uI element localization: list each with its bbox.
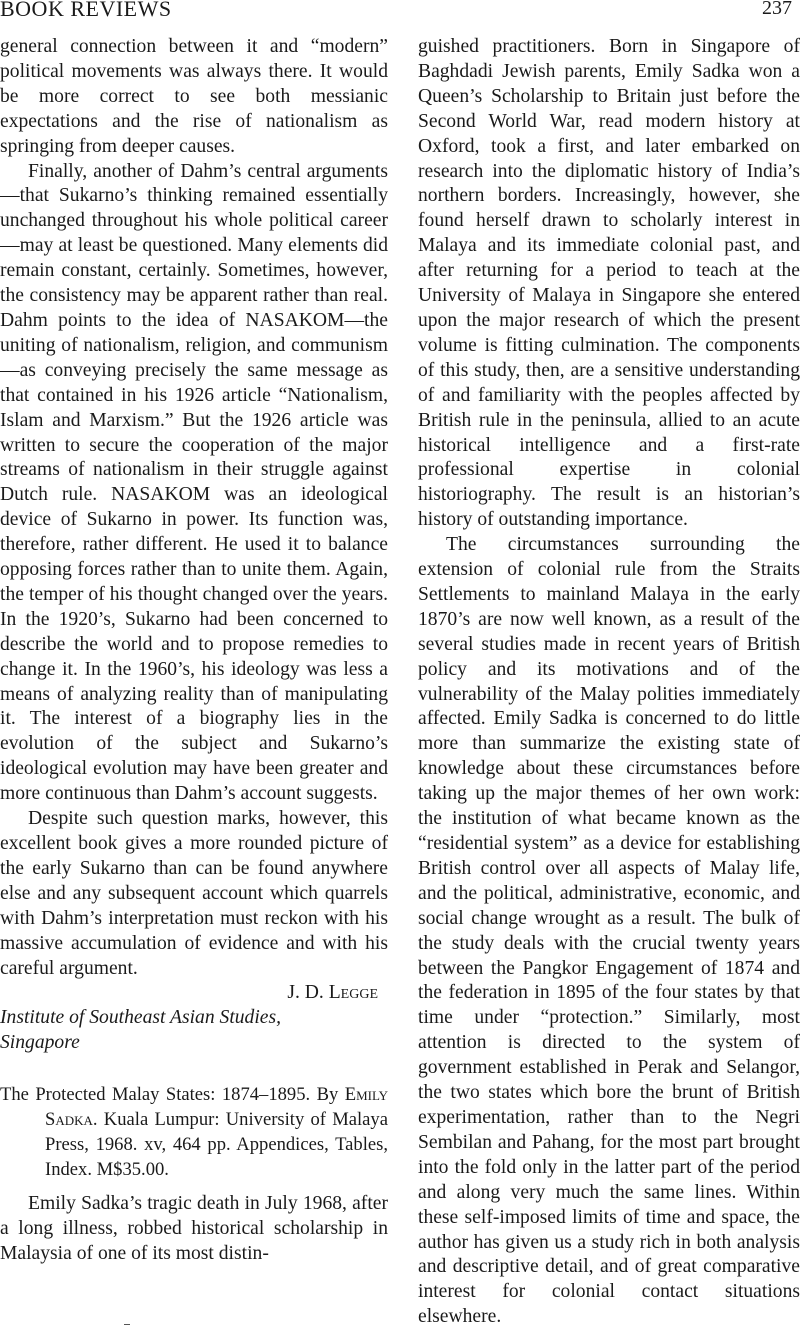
right-column (418, 35, 800, 1330)
paragraph: Emily Sadka’s tragic death in July 1968, after a long illness, robbed historical scholarship in Malaysia of one of its most distin- (0, 1192, 388, 1264)
reviewer-location: Singapore (0, 1032, 80, 1054)
book-details: . Kuala Lumpur: University of Malaya Press, 1968. xv, 464 pp. Appendices, Tables, Index. M$35.00. (45, 1109, 388, 1180)
book-citation (0, 1083, 388, 1183)
reviewer-affiliation: Institute of Southeast Asian Studies, (0, 1007, 282, 1029)
reviewer-signature (0, 981, 388, 1006)
print-mark (124, 1324, 130, 1325)
book-title: The Protected Malay States: 1874–1895. (0, 1084, 311, 1106)
left-column (0, 35, 388, 1267)
paragraph: guished practitioners. Born in Singapore of Baghdadi Jewish parents, Emily Sadka won a Queen’s Scholarship to Britain just before the Second World War, read modern history at Oxford, took a first, and later embarked on research into the diplomatic history of India’s northern borders. Increasingly, however, she found herself drawn to scholarly interest in Malaya and its immediate colonial past, and after returning for a period to teach at the University of Malaya in Singapore she entered upon the major research of which the present volume is fitting culmination. The components of this study, then, are a sensitive understanding of and familiarity with the peoples affected by British rule in the peninsula, allied to an acute historical intelligence and a first-rate professional expertise in colonial historiography. The result is an historian’s history of outstanding importance. (418, 36, 800, 531)
book-author: Emily Sadka (45, 1084, 389, 1131)
paragraph: general connection between it and “modern” political movements was always there. It would be more correct to see both messianic expectations and the rise of nationalism as springing from deeper causes. (0, 36, 388, 157)
reviewer-name: J. D. Legge (287, 982, 378, 1004)
book-by: By (316, 1084, 339, 1106)
page-number: 237 (762, 0, 792, 19)
paragraph: Despite such question marks, however, this excellent book gives a more rounded picture of the early Sukarno than can be found anywhere else and any subsequent account which quarrels with Dahm’s interpretation must reckon with his massive accumulation of evidence and with his careful argument. (0, 808, 388, 979)
paragraph: Finally, another of Dahm’s central arguments—that Sukarno’s thinking remained essentially unchanged throughout his whole political career—may at least be questioned. Many elements did remain constant, certainly. Sometimes, however, the consistency may be apparent rather than real. Dahm points to the idea of NASAKOM—the uniting of nationalism, religion, and communism—as conveying precisely the same message as that contained in his 1926 article “Nationalism, Islam and Marxism.” But the 1926 article was written to secure the cooperation of the major streams of nationalism in their struggle against Dutch rule. NASAKOM was an ideological device of Sukarno in power. Its function was, therefore, rather different. He used it to balance opposing forces rather than to unite them. Again, the temper of his thought changed over the years. In the 1920’s, Sukarno had been concerned to describe the world and to propose remedies to change it. In the 1960’s, his ideology was less a means of analyzing reality than of manipulating it. The interest of a biography lies in the evolution of the subject and Sukarno’s ideological evolution may have been greater and more continuous than Dahm’s account suggests. (0, 160, 388, 805)
section-title: BOOK REVIEWS (0, 0, 172, 21)
paragraph: The circumstances surrounding the extension of colonial rule from the Straits Settlements to mainland Malaya in the early 1870’s are now well known, as a result of the several studies made in recent years of British policy and its motivations and of the vulnerability of the Malay polities immediately affected. Emily Sadka is concerned to do little more than summarize the existing state of knowledge about these circumstances before taking up the major themes of her own work: the institution of what became known as the “residential system” as a device for establishing British control over all aspects of Malay life, and the political, administrative, economic, and social change wrought as a result. The bulk of the study deals with the crucial twenty years between the Pangkor Engagement of 1874 and the federation in 1895 of the four states by that time under “protection.” Similarly, most attention is directed to the system of government established in Perak and Selangor, the two states which bore the brunt of British experimentation, rather than to the Negri Sembilan and Pahang, for the most part brought into the fold only in the latter part of the period and along very much the same lines. Within these self-imposed limits of time and space, the author has given us a study rich in both analysis and descriptive detail, and of great comparative interest for colonial contact situations elsewhere. (418, 534, 800, 1328)
running-header (0, 0, 800, 22)
